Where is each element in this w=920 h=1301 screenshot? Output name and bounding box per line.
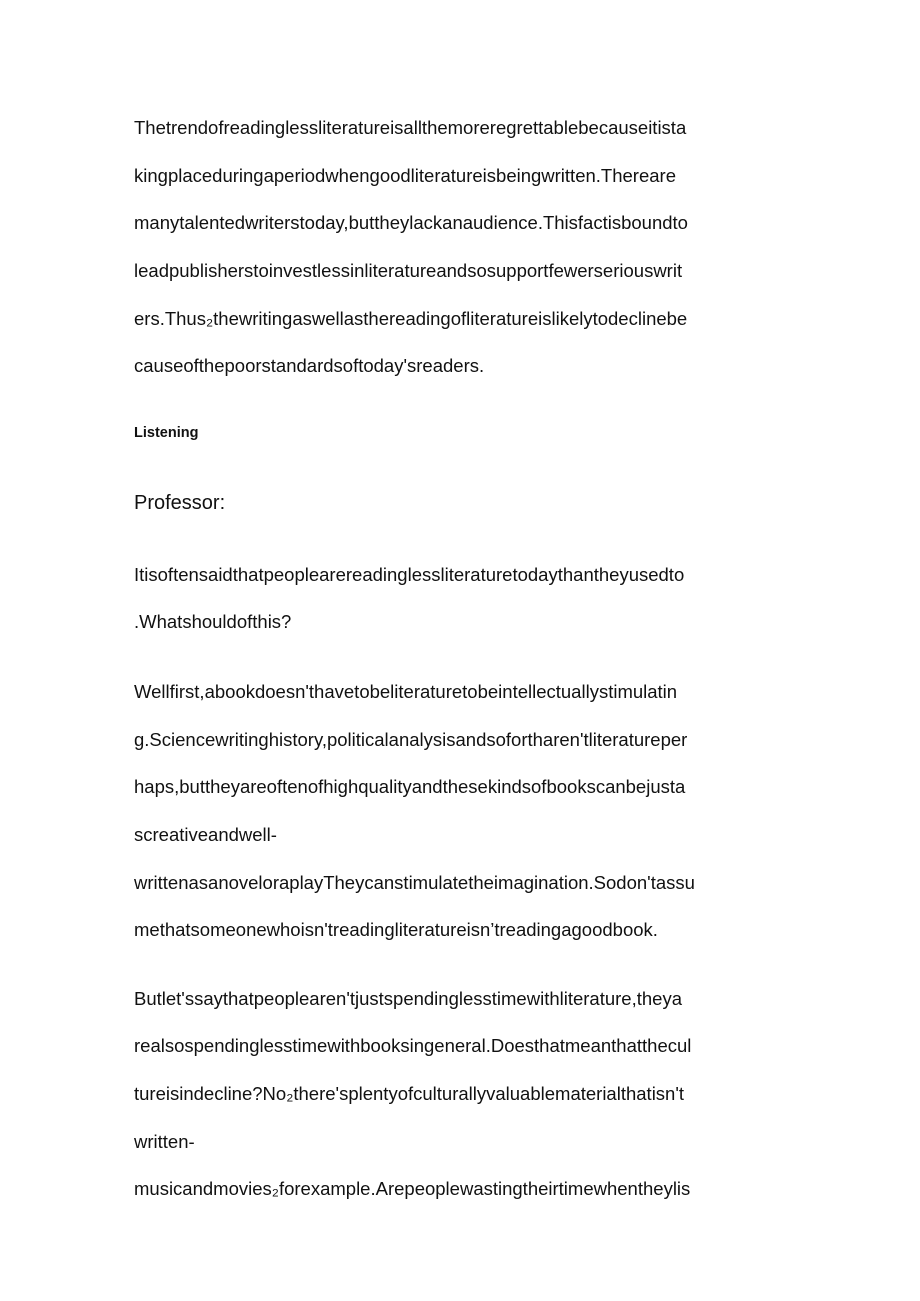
reading-line-6: causeofthepoorstandardsoftoday'sreaders. [134, 355, 485, 376]
paragraph2-line-5: writtenasanoveloraplayTheycanstimulatetheimagination.Sodon'tassu [134, 872, 695, 893]
paragraph2-line-2: g.Sciencewritinghistory,politicalanalysisandsofortharen'tliteratureper [134, 729, 688, 750]
paragraph3-line-3: tureisindecline?No₂there'splentyofculturallyvaluablematerialthatisn't [134, 1083, 685, 1104]
paragraph2-line-4: screativeandwell- [134, 824, 277, 845]
speaker-label: Professor: [134, 492, 226, 514]
section-heading-listening: Listening [134, 425, 199, 441]
reading-line-2: kingplaceduringaperiodwhengoodliteratureisbeingwritten.Thereare [134, 165, 676, 186]
paragraph2-line-1: Wellfirst,abookdoesn'thavetobeliteraturetobeintellectuallystimulatin [134, 681, 678, 702]
paragraph3-line-5: musicandmovies₂forexample.Arepeoplewastingtheirtimewhentheylis [134, 1178, 691, 1199]
paragraph3-line-2: realsospendinglesstimewithbooksingeneral.Doesthatmeanthatthecul [134, 1035, 692, 1056]
paragraph2-line-3: haps,buttheyareoftenofhighqualityandthesekindsofbookscanbejusta [134, 776, 686, 797]
reading-line-3: manytalentedwriterstoday,buttheylackanaudience.Thisfactisboundto [134, 212, 688, 233]
paragraph3-line-1: Butlet'ssaythatpeoplearen'tjustspendinglesstimewithliterature,theya [134, 988, 682, 1009]
paragraph3-line-4: written- [134, 1131, 195, 1152]
paragraph2-line-6: methatsomeonewhoisn'treadingliteratureisn’treadingagoodbook. [134, 919, 658, 940]
reading-line-4: leadpublisherstoinvestlessinliteratureandsosupportfewerseriouswrit [134, 260, 683, 281]
paragraph1-line-2: .Whatshouldofthis? [134, 611, 292, 632]
paragraph1-line-1: Itisoftensaidthatpeoplearereadinglessliteraturetodaythantheyusedto [134, 564, 685, 585]
reading-line-5: ers.Thus₂thewritingaswellasthereadingofliteratureislikelytodeclinebe [134, 308, 688, 329]
reading-line-1: Thetrendofreadinglessliteratureisallthemoreregrettablebecauseitista [134, 117, 687, 138]
